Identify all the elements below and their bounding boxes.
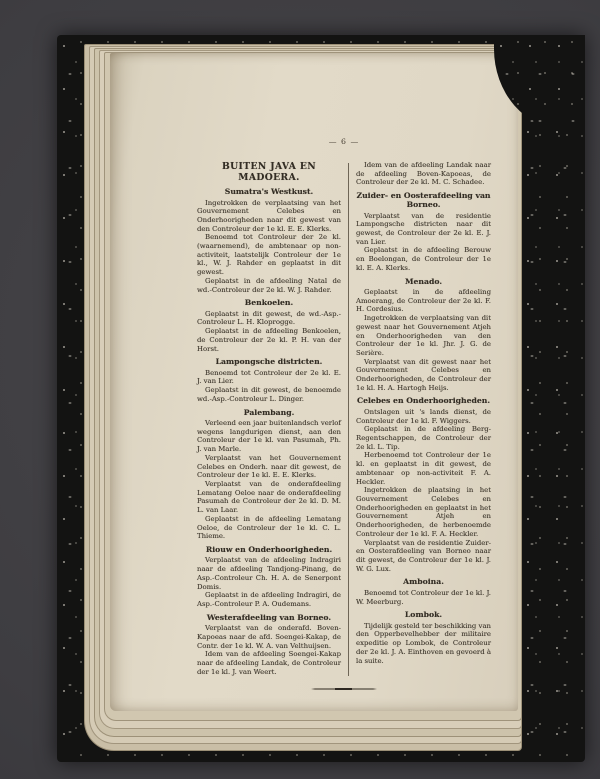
paragraph: Tijdelijk gesteld ter beschikking van den Opperbevelhebber der militaire expeditie op Lombok, de Controleur der 2e kl. J. A. Einthoven en gevoerd à la suite. (356, 621, 491, 665)
section-heading: Sumatra's Westkust. (224, 187, 314, 196)
section-heading: Celebes en Onderhoorigheden. (356, 396, 491, 406)
paragraph: Benoemd tot Controleur der 2e kl. E. J. van Lier. (197, 368, 341, 386)
paragraph: Geplaatst in de afdeeling Berouw en Boelongan, de Controleur der 1e kl. E. A. Klerks. (356, 246, 491, 272)
paragraph: Geplaatst in de afdeeling Benkoelen, de Controleur der 2e kl. P. H. van der Horst. (197, 327, 341, 353)
column-divider-rule (348, 163, 349, 676)
section-heading: Menado. (404, 276, 442, 286)
paragraph: Geplaatst in dit gewest, de wd.-Asp.-Controleur L. H. Kloprogge. (197, 309, 341, 327)
section-end-rule (311, 688, 377, 690)
column-left (197, 161, 341, 676)
paragraph: Geplaatst in de afdeeling Berg-Regentschappen, de Controleur der 2e kl. L. Tip. (356, 425, 491, 451)
paragraph: Verplaatst van de residentie Zuider- en Oosterafdeeling van Borneo naar dit gewest, de Controleur der 1e kl. J. W. G. Lux. (356, 538, 491, 573)
paragraph: Verplaatst van de afdeeling Indragiri naar de afdeeling Tandjong-Pinang, de Asp.-Controleur Ch. H. A. de Senerpont Domis. (197, 556, 341, 591)
page-number: — 6 — (328, 137, 360, 146)
region-title: BUITEN JAVA EN MADOERA. (221, 161, 317, 183)
column-right (356, 161, 491, 676)
paragraph: Idem van de afdeeling Landak naar de afdeeling Boven-Kapoeas, de Controleur der 2e kl. M. C. Schadee. (356, 161, 491, 187)
section-heading: Palembang. (243, 407, 295, 417)
paragraph: Verplaatst van de residentie Lampongsche districten naar dit gewest, de Controleur der 2e kl. E. J. van Lier. (356, 211, 491, 246)
book-page (110, 53, 518, 711)
paragraph: Ingetrokken de plaatsing in het Gouvernement Celebes en Onderhoorigheden en geplaatst in het Gouvernement Atjeh en Onderhoorigheden, de herbenoemde Controleur der 1e kl. F. A. Heckler. (356, 486, 491, 538)
paragraph: Geplaatst in de afdeeling Natal de wd.-Controleur der 2e kl. W. J. Rahder. (197, 276, 341, 294)
section-heading: Zuider- en Oosterafdeeling van Borneo. (356, 191, 491, 210)
section-heading: Lampongsche districten. (215, 357, 323, 367)
paragraph: Benoemd tot Controleur der 1e kl. J. W. Meerburg. (356, 588, 491, 606)
paragraph: Herbenoemd tot Controleur der 1e kl. en geplaatst in dit gewest, de ambtenaar op non-activiteit F. A. Heckler. (356, 451, 491, 486)
paragraph: Idem van de afdeeling Soengei-Kakap naar de afdeeling Landak, de Controleur der 1e kl. J. van Weert. (197, 650, 341, 676)
paragraph: Verplaatst van de onderafd. Boven-Kapoeas naar de afd. Soengei-Kakap, de Contr. der 1e kl. W. A. van Velthuijsen. (197, 624, 341, 650)
section-heading: Westerafdeeling van Borneo. (206, 612, 332, 622)
section-heading: Benkoelen. (244, 298, 294, 308)
paragraph: Verleend een jaar buitenlandsch verlof wegens langdurigen dienst, aan den Controleur der 1e kl. van Pasumah, Ph. J. van Marle. (197, 419, 341, 454)
page-content (197, 137, 491, 690)
paragraph: Verplaatst van de onderafdeeling Lematang Oeloe naar de onderafdeeling Pasumah de Controleur der 2e kl. D. M. L. van Laar. (197, 479, 341, 515)
section-heading: Riouw en Onderhoorigheden. (205, 544, 333, 554)
paragraph: Geplaatst in dit gewest, de benoemde wd.-Asp.-Controleur L. Dinger. (197, 386, 341, 403)
paragraph: Ingetrokken de verplaatsing van het Gouvernement Celebes en Onderhoorigheden naar dit gewest van den Controleur der 1e kl. E. E. Klerks. (197, 198, 341, 233)
paragraph: Ingetrokken de verplaatsing van dit gewest naar het Gouvernement Atjeh en Onderhoorigheden van den Controleur der 1e kl. Jhr. J. G. de Serière. (356, 314, 491, 357)
paragraph: Ontslagen uit 's lands dienst, de Controleur der 1e kl. F. Wiggers. (356, 407, 491, 425)
paragraph: Benoemd tot Controleur der 2e kl. (waarnemend), de ambtenaar op non-activiteit, laatstelijk Controleur der 1e kl., W. J. Rahder en geplaatst in dit gewest. (197, 233, 341, 277)
paragraph: Verplaatst van het Gouvernement Celebes en Onderh. naar dit gewest, de Controleur der 1e kl. E. E. Klerks. (197, 453, 341, 480)
paragraph: Verplaatst van dit gewest naar het Gouvernement Celebes en Onderhoorigheden, de Controleur der 1e kl. H. A. Hartogh Heijs. (356, 357, 491, 392)
paragraph: Geplaatst in de afdeeling Amoerang, de Controleur der 2e kl. F. H. Cordesius. (356, 288, 491, 314)
two-column-layout (197, 161, 491, 676)
section-heading: Lombok. (404, 610, 443, 620)
paragraph: Geplaatst in de afdeeling Indragiri, de Asp.-Controleur P. A. Oudemans. (197, 591, 341, 608)
paragraph: Geplaatst in de afdeeling Lematang Oeloe, de Controleur der 1e kl. C. L. Thieme. (197, 514, 341, 541)
section-heading: Amboina. (403, 577, 444, 587)
